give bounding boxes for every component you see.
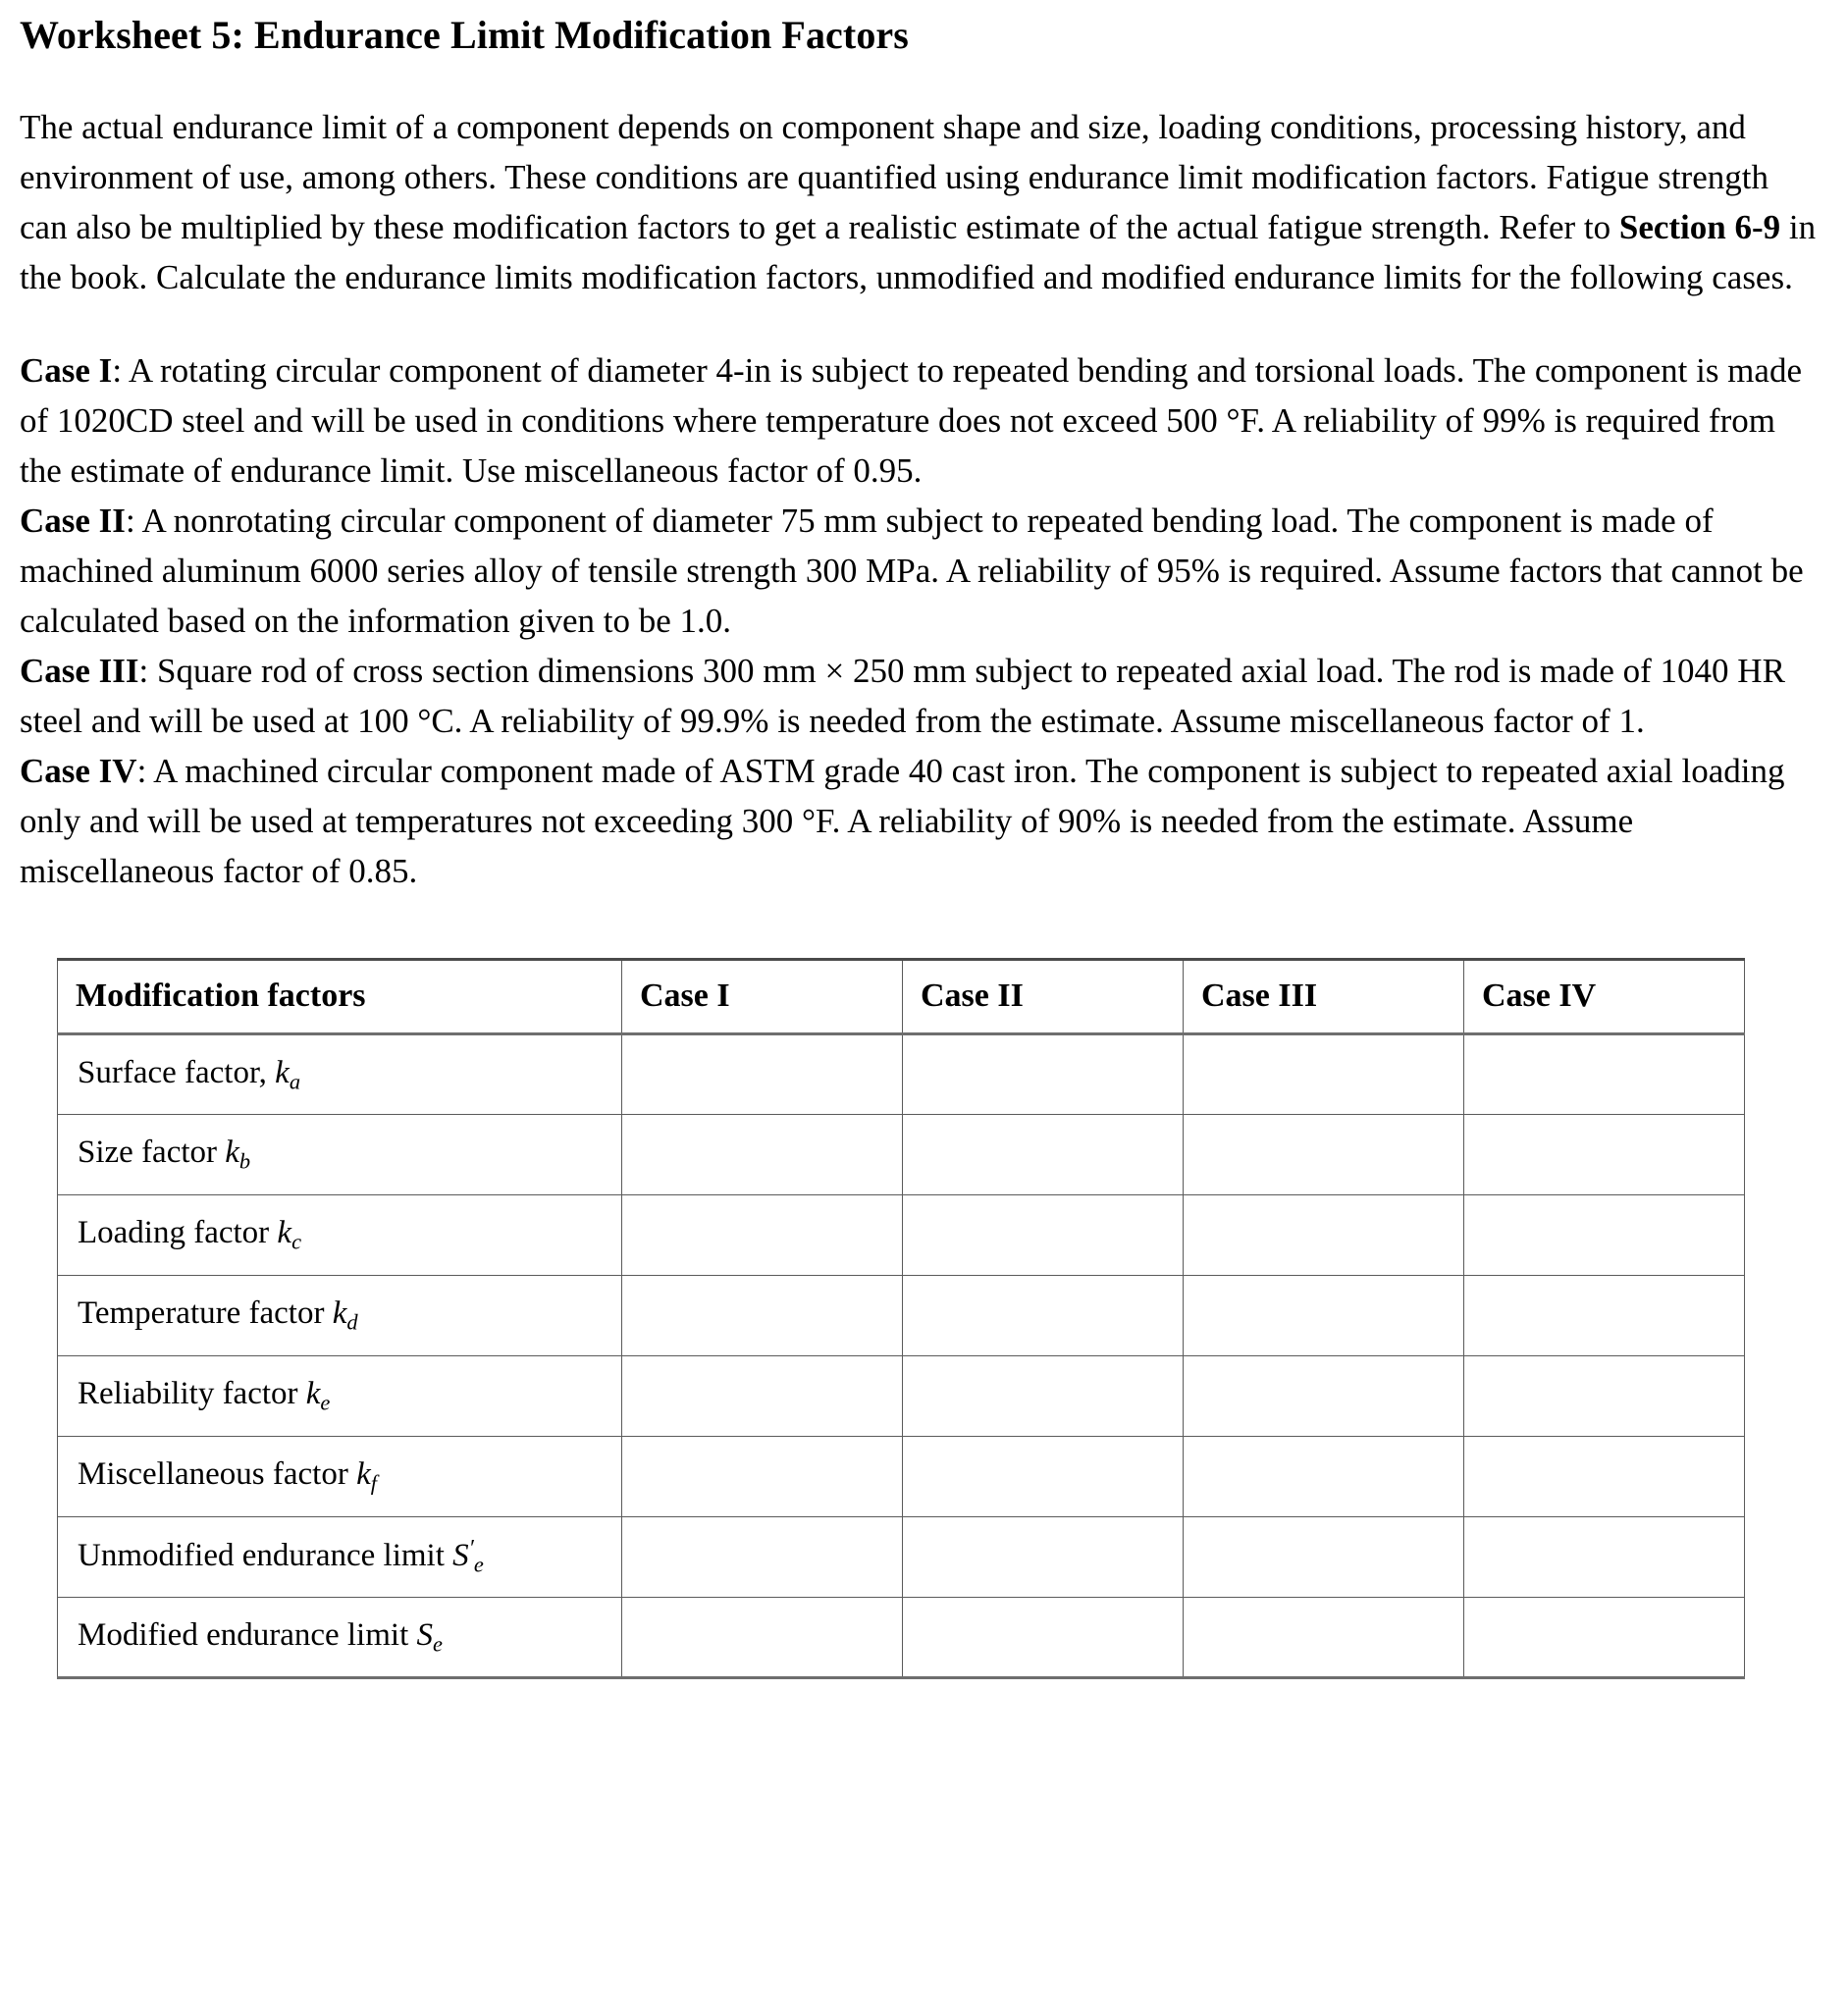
symbol-base: k	[225, 1135, 239, 1171]
symbol-prime: ′	[468, 1536, 474, 1562]
row-symbol	[275, 1054, 301, 1093]
cell-row7-case2[interactable]	[903, 1516, 1184, 1597]
cell-row6-case2[interactable]	[903, 1436, 1184, 1516]
intro-paragraph	[0, 102, 1848, 302]
table-body	[58, 1033, 1745, 1677]
row-label-text: Temperature factor	[78, 1295, 333, 1332]
table-header	[58, 959, 1745, 1033]
column-header-case-1: Case I	[622, 959, 903, 1033]
intro-text-part-2: in the book. Calculate the endurance limits modification factors, unmodified and modified endurance limits for the following cases.	[20, 207, 1817, 296]
symbol-base: k	[356, 1456, 371, 1493]
table-row	[58, 1033, 1745, 1114]
case-label-1: Case I	[20, 350, 113, 390]
table-row	[58, 1194, 1745, 1275]
column-header-case-2: Case II	[903, 959, 1184, 1033]
cell-row8-case2[interactable]	[903, 1597, 1184, 1677]
row-label-1	[58, 1033, 622, 1114]
cell-row5-case1[interactable]	[622, 1355, 903, 1436]
column-header-case-3: Case III	[1184, 959, 1464, 1033]
symbol-base: k	[277, 1215, 292, 1251]
cell-row1-case2[interactable]	[903, 1033, 1184, 1114]
symbol-subscript: d	[346, 1309, 358, 1335]
cell-row3-case4[interactable]	[1464, 1194, 1745, 1275]
row-label-8	[58, 1597, 622, 1677]
case-paragraph-1	[20, 345, 1822, 496]
symbol-subscript: f	[370, 1470, 377, 1496]
row-label-text: Reliability factor	[78, 1376, 306, 1412]
row-label-6	[58, 1436, 622, 1516]
case-label-2: Case II	[20, 501, 126, 540]
cell-row7-case4[interactable]	[1464, 1516, 1745, 1597]
symbol-base: S	[416, 1616, 433, 1653]
row-label-7	[58, 1516, 622, 1597]
intro-text-part-1: The actual endurance limit of a component depends on component shape and size, loading conditions, processing history, and environment of use, among others. These conditions are quantified using endurance limit modification factors. Fatigue strength can also be multiplied by these modification factors to get a realistic estimate of the actual fatigue strength. Refer to	[20, 107, 1769, 246]
cell-row5-case3[interactable]	[1184, 1355, 1464, 1436]
row-symbol	[225, 1135, 251, 1174]
row-label-text: Loading factor	[78, 1215, 278, 1251]
row-symbol	[356, 1456, 377, 1496]
cell-row3-case1[interactable]	[622, 1194, 903, 1275]
cell-row1-case3[interactable]	[1184, 1033, 1464, 1114]
case-paragraph-3	[20, 646, 1822, 746]
row-label-2	[58, 1114, 622, 1194]
cell-row6-case3[interactable]	[1184, 1436, 1464, 1516]
cell-row2-case4[interactable]	[1464, 1114, 1745, 1194]
cell-row2-case2[interactable]	[903, 1114, 1184, 1194]
cell-row1-case4[interactable]	[1464, 1033, 1745, 1114]
row-symbol	[305, 1376, 331, 1415]
table-row	[58, 1597, 1745, 1677]
factors-table-container	[0, 958, 1848, 1679]
symbol-base: S	[452, 1538, 469, 1574]
row-label-text: Size factor	[78, 1135, 226, 1171]
table-row	[58, 1516, 1745, 1597]
row-label-text: Surface factor,	[78, 1054, 276, 1090]
case-label-3: Case III	[20, 651, 139, 690]
symbol-subscript: c	[291, 1229, 302, 1254]
row-label-text: Unmodified endurance limit	[78, 1538, 453, 1574]
cell-row8-case1[interactable]	[622, 1597, 903, 1677]
cell-row5-case4[interactable]	[1464, 1355, 1745, 1436]
cell-row4-case1[interactable]	[622, 1275, 903, 1355]
cell-row8-case3[interactable]	[1184, 1597, 1464, 1677]
cell-row3-case3[interactable]	[1184, 1194, 1464, 1275]
row-label-3	[58, 1194, 622, 1275]
case-body-3: : Square rod of cross section dimensions 300 mm × 250 mm subject to repeated axial load. The rod is made of 1040 HR steel and will be used at 100 °C. A reliability of 99.9% is needed from the estimate. Assume miscellaneous factor of 1.	[20, 651, 1785, 740]
symbol-subscript: e	[433, 1630, 443, 1656]
cell-row6-case1[interactable]	[622, 1436, 903, 1516]
column-header-case-4: Case IV	[1464, 959, 1745, 1033]
symbol-subscript: e	[320, 1390, 331, 1415]
case-paragraph-2	[20, 496, 1822, 646]
row-label-text: Modified endurance limit	[78, 1616, 417, 1653]
case-body-2: : A nonrotating circular component of diameter 75 mm subject to repeated bending load. The component is made of machined aluminum 6000 series alloy of tensile strength 300 MPa. A reliability of 95% is required. Assume factors that cannot be calculated based on the information given to be 1.0.	[20, 501, 1804, 640]
cell-row2-case3[interactable]	[1184, 1114, 1464, 1194]
symbol-subscript: b	[238, 1148, 251, 1174]
cell-row6-case4[interactable]	[1464, 1436, 1745, 1516]
cell-row7-case1[interactable]	[622, 1516, 903, 1597]
row-symbol	[277, 1215, 302, 1254]
table-header-row	[58, 959, 1745, 1033]
cell-row2-case1[interactable]	[622, 1114, 903, 1194]
cell-row1-case1[interactable]	[622, 1033, 903, 1114]
column-header-factors: Modification factors	[58, 959, 622, 1033]
cell-row3-case2[interactable]	[903, 1194, 1184, 1275]
cases-block	[0, 345, 1848, 896]
symbol-base: k	[275, 1054, 290, 1090]
cell-row7-case3[interactable]	[1184, 1516, 1464, 1597]
section-reference: Section 6-9	[1618, 207, 1781, 246]
table-row	[58, 1275, 1745, 1355]
symbol-base: k	[305, 1376, 321, 1412]
case-label-4: Case IV	[20, 751, 137, 790]
symbol-subscript: e	[473, 1552, 484, 1577]
cell-row4-case4[interactable]	[1464, 1275, 1745, 1355]
table-row	[58, 1114, 1745, 1194]
table-row	[58, 1436, 1745, 1516]
symbol-base: k	[332, 1295, 347, 1332]
cell-row5-case2[interactable]	[903, 1355, 1184, 1436]
cell-row4-case2[interactable]	[903, 1275, 1184, 1355]
row-symbol	[452, 1536, 484, 1577]
case-body-4: : A machined circular component made of ASTM grade 40 cast iron. The component is subject to repeated axial loading only and will be used at temperatures not exceeding 300 °F. A reliability of 90% is needed from the estimate. Assume miscellaneous factor of 0.85.	[20, 751, 1785, 890]
row-label-text: Miscellaneous factor	[78, 1456, 357, 1493]
modification-factors-table	[57, 958, 1745, 1679]
symbol-subscript: a	[289, 1068, 301, 1093]
case-body-1: : A rotating circular component of diameter 4-in is subject to repeated bending and torsional loads. The component is made of 1020CD steel and will be used in conditions where temperature does not exceed 500 °F. A reliability of 99% is required from the estimate of endurance limit. Use miscellaneous factor of 0.95.	[20, 350, 1802, 490]
row-symbol	[332, 1295, 358, 1335]
row-label-4	[58, 1275, 622, 1355]
row-symbol	[416, 1616, 443, 1656]
table-row	[58, 1355, 1745, 1436]
cell-row8-case4[interactable]	[1464, 1597, 1745, 1677]
page-title: Worksheet 5: Endurance Limit Modification Factors	[20, 13, 909, 57]
cell-row4-case3[interactable]	[1184, 1275, 1464, 1355]
case-paragraph-4	[20, 746, 1822, 896]
row-label-5	[58, 1355, 622, 1436]
